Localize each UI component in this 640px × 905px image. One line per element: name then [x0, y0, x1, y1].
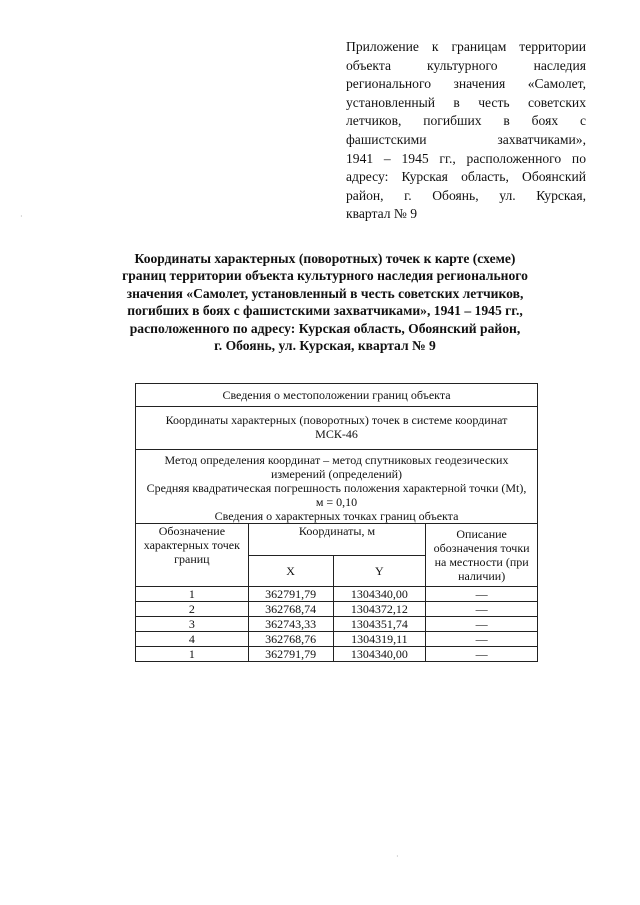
col-point-header: Обозначение характерных точек границ: [136, 524, 249, 587]
col-desc-header: Описание обозначения точки на местности (при наличии): [426, 524, 538, 587]
heading-line: границ территории объекта культурного наследия регионального: [122, 268, 528, 284]
appendix-line: адресу: Курская область, Обоянский: [346, 169, 586, 185]
method-text: Метод определения координат – метод спутниковых геодезических измерений (определений): [164, 453, 509, 481]
desc-cell: —: [426, 587, 538, 602]
table-row: [136, 632, 538, 647]
heading-line: погибших в боях с фашистскими захватчиками», 1941 – 1945 гг.,: [127, 303, 523, 319]
scan-speck: ·: [396, 852, 399, 861]
appendix-line: летчиков, погибших в боях с: [346, 113, 586, 129]
appendix-line: Приложение к границам территории: [346, 39, 586, 54]
table-row: [136, 647, 538, 662]
section-title: Сведения о местоположении границ объекта: [136, 384, 538, 407]
point-cell: 3: [136, 617, 249, 632]
point-cell: 1: [136, 647, 249, 662]
heading-line: г. Обоянь, ул. Курская, квартал № 9: [214, 338, 436, 354]
point-cell: 1: [136, 587, 249, 602]
y-cell: 1304340,00: [333, 587, 426, 602]
document-heading: [90, 250, 560, 354]
appendix-line: установленный в честь советских: [346, 94, 586, 110]
table-row: [136, 602, 538, 617]
coordinates-table: [135, 383, 538, 662]
appendix-line: регионального значения «Самолет,: [346, 76, 586, 92]
desc-cell: —: [426, 617, 538, 632]
x-cell: 362768,76: [248, 632, 333, 647]
desc-cell: —: [426, 632, 538, 647]
table-row: [136, 617, 538, 632]
y-cell: 1304340,00: [333, 647, 426, 662]
method-block: [136, 450, 538, 524]
heading-line: расположенного по адресу: Курская область, Обоянский район,: [129, 320, 521, 336]
desc-cell: —: [426, 602, 538, 617]
appendix-line: фашистскими захватчиками»,: [346, 131, 586, 147]
x-cell: 362768,74: [248, 602, 333, 617]
y-cell: 1304351,74: [333, 617, 426, 632]
x-cell: 362791,79: [248, 587, 333, 602]
point-cell: 4: [136, 632, 249, 647]
x-cell: 362791,79: [248, 647, 333, 662]
col-y-header: Y: [333, 555, 426, 587]
heading-line: значения «Самолет, установленный в честь советских летчиков,: [126, 285, 524, 301]
x-cell: 362743,33: [248, 617, 333, 632]
heading-line: Координаты характерных (поворотных) точек к карте (схеме): [134, 251, 516, 266]
accuracy-text: Средняя квадратическая погрешность положения характерной точки (Mt), м = 0,10: [146, 481, 527, 509]
appendix-line: квартал № 9: [346, 206, 418, 222]
desc-cell: —: [426, 647, 538, 662]
appendix-line: 1941 – 1945 гг., расположенного по: [346, 150, 586, 166]
y-cell: 1304319,11: [333, 632, 426, 647]
scan-speck: ·: [20, 212, 23, 221]
points-title: Сведения о характерных точках границ объекта: [214, 509, 459, 523]
appendix-note: [346, 38, 586, 224]
y-cell: 1304372,12: [333, 602, 426, 617]
table-row: [136, 587, 538, 602]
appendix-line: объекта культурного наследия: [346, 57, 586, 73]
appendix-line: район, г. Обоянь, ул. Курская,: [346, 187, 586, 203]
coord-system: Координаты характерных (поворотных) точек в системе координат МСК-46: [136, 407, 538, 450]
col-x-header: X: [248, 555, 333, 587]
point-cell: 2: [136, 602, 249, 617]
col-coords-header: Координаты, м: [248, 524, 426, 556]
